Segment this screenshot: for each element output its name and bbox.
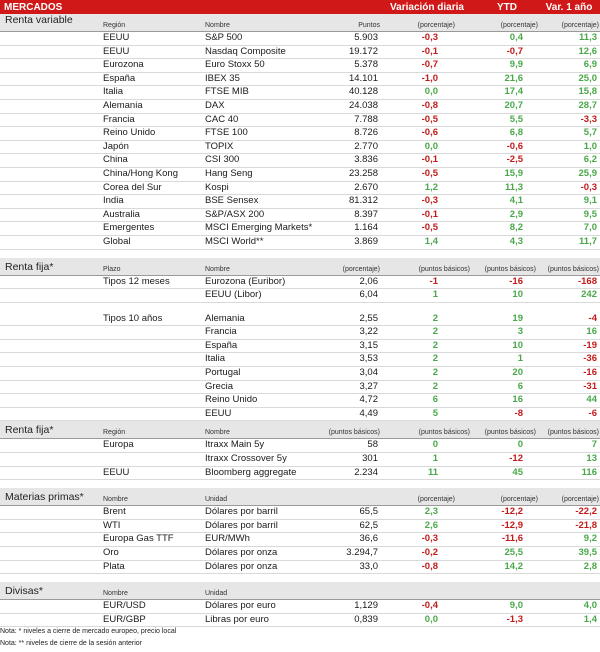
- ytd-change-cell: 20: [512, 367, 523, 379]
- ytd-change-cell: 9,0: [509, 600, 523, 612]
- notes: [0, 626, 176, 650]
- credit-rows: [0, 439, 600, 480]
- yield-cell: 3,22: [359, 326, 378, 338]
- rates-group-spacer: [0, 303, 600, 313]
- col-bp-year: (puntos básicos): [547, 429, 599, 437]
- rates-row: [0, 276, 600, 290]
- yield-cell: 3,27: [359, 380, 378, 392]
- yield-cell: 3,53: [359, 353, 378, 365]
- col-ytd-header: YTD: [497, 1, 517, 13]
- points-cell: 40.128: [348, 86, 378, 98]
- daily-change-cell: -0,6: [421, 127, 438, 139]
- ytd-change-cell: 19: [512, 312, 523, 324]
- col-region: Región: [103, 22, 126, 29]
- equity-row: [0, 154, 600, 168]
- daily-change-cell: -0,5: [421, 113, 438, 125]
- yield-cell: 3,15: [359, 339, 378, 351]
- commodity-name-cell: Brent: [103, 506, 126, 518]
- col-name: Nombre: [103, 496, 128, 504]
- rates-row: [0, 408, 600, 422]
- ytd-change-cell: 11,3: [505, 181, 523, 193]
- ytd-change-cell: -0,6: [506, 140, 523, 152]
- ytd-change-cell: 20,7: [504, 99, 523, 111]
- fx-section: [0, 582, 600, 627]
- daily-change-cell: 0: [432, 439, 438, 451]
- markets-title: MERCADOS: [4, 1, 63, 13]
- equity-row: [0, 59, 600, 73]
- rates-row: [0, 340, 600, 354]
- col-year-header: Var. 1 año: [545, 1, 593, 13]
- points-cell: 7.788: [354, 113, 378, 125]
- daily-change-cell: -0,3: [421, 195, 438, 207]
- term-cell: Tipos 12 meses: [103, 275, 170, 287]
- ytd-change-cell: 5,5: [509, 113, 523, 125]
- markets-header: [0, 0, 600, 14]
- commodity-name-cell: Oro: [103, 547, 119, 558]
- rates-row: [0, 367, 600, 381]
- year-change-cell: -36: [583, 353, 597, 365]
- index-name-cell: MSCI Emerging Markets*: [205, 222, 313, 234]
- index-name-cell: TOPIX: [205, 140, 234, 152]
- daily-change-cell: -0,1: [421, 45, 438, 57]
- bond-name-cell: Eurozona (Euribor): [205, 275, 286, 287]
- col-unit: Unidad: [205, 590, 228, 598]
- region-cell: España: [103, 72, 136, 84]
- year-change-cell: 11,3: [579, 32, 597, 43]
- ytd-change-cell: 21,6: [504, 72, 523, 84]
- col-pct-ytd: (porcentaje): [500, 22, 538, 29]
- year-change-cell: 242: [581, 289, 597, 301]
- yield-cell: 6,04: [359, 289, 378, 301]
- region-cell: EEUU: [103, 466, 130, 478]
- equity-row: [0, 127, 600, 141]
- ytd-change-cell: 16: [512, 394, 523, 406]
- commodity-row: [0, 547, 600, 561]
- ytd-change-cell: 2,9: [509, 208, 523, 220]
- commodity-row: [0, 520, 600, 534]
- bond-name-cell: EEUU: [205, 407, 232, 419]
- equity-row: [0, 222, 600, 236]
- col-pct-ytd: (porcentaje): [500, 496, 538, 504]
- credit-row: [0, 467, 600, 481]
- index-name-cell: DAX: [205, 99, 225, 111]
- daily-change-cell: -0,1: [421, 154, 438, 166]
- fx-section-header: [0, 582, 600, 600]
- ytd-change-cell: 9,9: [509, 59, 523, 71]
- credit-section: [0, 421, 600, 480]
- index-name-cell: CAC 40: [205, 113, 239, 125]
- yield-cell: 2,55: [359, 312, 378, 324]
- equity-row: [0, 236, 600, 250]
- ytd-change-cell: -12,9: [501, 519, 523, 531]
- index-name-cell: FTSE 100: [205, 127, 248, 139]
- daily-change-cell: 2: [432, 380, 438, 392]
- region-cell: India: [103, 195, 124, 207]
- equity-row: [0, 195, 600, 209]
- rates-row: [0, 289, 600, 303]
- year-change-cell: 25,0: [578, 72, 597, 84]
- daily-change-cell: 2: [432, 312, 438, 324]
- points-cell: 3.836: [354, 154, 378, 166]
- price-cell: 33,0: [359, 560, 378, 572]
- ytd-change-cell: 1: [517, 353, 523, 365]
- equity-row: [0, 73, 600, 87]
- price-cell: 3.294,7: [346, 547, 378, 558]
- spread-cell: 301: [362, 453, 378, 465]
- commodity-row: [0, 561, 600, 575]
- unit-cell: Dólares por barril: [205, 519, 278, 531]
- daily-change-cell: 0,0: [424, 613, 438, 625]
- year-change-cell: 13: [586, 453, 597, 465]
- credit-name-cell: Itraxx Crossover 5y: [205, 453, 287, 465]
- daily-change-cell: -0,8: [421, 560, 438, 572]
- region-cell: Global: [103, 235, 131, 247]
- pair-name-cell: EUR/GBP: [103, 613, 146, 625]
- equity-row: [0, 46, 600, 60]
- year-change-cell: 4,0: [583, 600, 597, 612]
- region-cell: China: [103, 154, 128, 166]
- index-name-cell: Hang Seng: [205, 167, 253, 179]
- equity-row: [0, 114, 600, 128]
- daily-change-cell: -0,3: [421, 32, 438, 43]
- points-cell: 2.670: [354, 181, 378, 193]
- region-cell: Italia: [103, 86, 124, 98]
- index-name-cell: CSI 300: [205, 154, 240, 166]
- col-pct-daily: (porcentaje): [417, 22, 455, 29]
- ytd-change-cell: 10: [512, 289, 523, 301]
- year-change-cell: 1,0: [583, 140, 597, 152]
- col-pct-daily: (porcentaje): [417, 496, 455, 504]
- daily-change-cell: -0,4: [421, 600, 438, 612]
- year-change-cell: 9,1: [583, 195, 597, 207]
- equity-row: [0, 209, 600, 223]
- commodities-title: Materias primas*: [5, 491, 84, 504]
- equity-row: [0, 100, 600, 114]
- spread-cell: 2.234: [354, 466, 378, 478]
- region-cell: EEUU: [103, 45, 130, 57]
- year-change-cell: 15,8: [578, 86, 597, 98]
- credit-name-cell: Bloomberg aggregate: [205, 466, 297, 478]
- unit-cell: Dólares por onza: [205, 560, 278, 572]
- points-cell: 5.378: [354, 59, 378, 71]
- fx-row: [0, 600, 600, 614]
- year-change-cell: -6: [588, 407, 597, 419]
- col-bp-year: (puntos básicos): [547, 265, 599, 273]
- daily-change-cell: 0,0: [424, 140, 438, 152]
- price-cell: 62,5: [359, 519, 378, 531]
- commodities-rows: [0, 506, 600, 574]
- fx-title: Divisas*: [5, 585, 43, 598]
- year-change-cell: -0,3: [580, 181, 597, 193]
- year-change-cell: -19: [583, 339, 597, 351]
- col-daily-header: Variación diaria: [390, 1, 464, 13]
- equity-rows: [0, 32, 600, 250]
- col-name: Nombre: [205, 429, 230, 437]
- region-cell: EEUU: [103, 32, 130, 43]
- region-cell: Francia: [103, 113, 135, 125]
- bond-name-cell: Alemania: [205, 312, 245, 324]
- col-bp-daily: (puntos básicos): [418, 265, 470, 273]
- col-bp-ytd: (puntos básicos): [484, 265, 536, 273]
- equity-title: Renta variable: [5, 14, 73, 26]
- daily-change-cell: -0,5: [421, 167, 438, 179]
- index-name-cell: FTSE MIB: [205, 86, 249, 98]
- rates-rows: [0, 276, 600, 422]
- points-cell: 1.164: [354, 222, 378, 234]
- ytd-change-cell: 0: [517, 439, 523, 451]
- bond-name-cell: Portugal: [205, 367, 241, 379]
- year-change-cell: 16: [586, 326, 597, 338]
- col-bp-level: (puntos básicos): [328, 429, 380, 437]
- points-cell: 8.726: [354, 127, 378, 139]
- term-cell: Tipos 10 años: [103, 312, 163, 324]
- credit-row: [0, 453, 600, 467]
- commodity-name-cell: Plata: [103, 560, 125, 572]
- commodity-row: [0, 533, 600, 547]
- index-name-cell: S&P/ASX 200: [205, 208, 265, 220]
- ytd-change-cell: 10: [512, 339, 523, 351]
- year-change-cell: 39,5: [578, 547, 597, 558]
- col-bp-daily: (puntos básicos): [418, 429, 470, 437]
- points-cell: 8.397: [354, 208, 378, 220]
- points-cell: 14.101: [348, 72, 378, 84]
- index-name-cell: BSE Sensex: [205, 195, 259, 207]
- credit-title: Renta fija*: [5, 424, 54, 437]
- yield-cell: 2,06: [359, 275, 378, 287]
- points-cell: 19.172: [348, 45, 378, 57]
- year-change-cell: 5,7: [583, 127, 597, 139]
- ytd-change-cell: -11,6: [501, 533, 523, 545]
- yield-cell: 4,49: [359, 407, 378, 419]
- unit-cell: Dólares por onza: [205, 547, 278, 558]
- rates-title: Renta fija*: [5, 260, 54, 273]
- points-cell: 5.903: [354, 32, 378, 43]
- year-change-cell: -3,3: [580, 113, 597, 125]
- equity-row: [0, 32, 600, 46]
- region-cell: China/Hong Kong: [103, 167, 178, 179]
- ytd-change-cell: -1,3: [506, 613, 523, 625]
- daily-change-cell: -0,7: [421, 59, 438, 71]
- price-cell: 36,6: [359, 533, 378, 545]
- daily-change-cell: -0,2: [421, 547, 438, 558]
- daily-change-cell: 0,0: [424, 86, 438, 98]
- points-cell: 23.258: [348, 167, 378, 179]
- year-change-cell: 6,9: [583, 59, 597, 71]
- bond-name-cell: EEUU (Libor): [205, 289, 262, 301]
- index-name-cell: MSCI World**: [205, 235, 264, 247]
- ytd-change-cell: 0,4: [509, 32, 523, 43]
- points-cell: 3.869: [354, 235, 378, 247]
- region-cell: Australia: [103, 208, 140, 220]
- year-change-cell: -21,8: [575, 519, 597, 531]
- col-name: Nombre: [103, 590, 128, 598]
- col-name: Nombre: [205, 265, 230, 273]
- ytd-change-cell: -12: [509, 453, 523, 465]
- note-1: Nota: * niveles a cierre de mercado europeo, precio local: [0, 628, 177, 635]
- daily-change-cell: -1,0: [421, 72, 438, 84]
- unit-cell: EUR/MWh: [205, 533, 250, 545]
- index-name-cell: Kospi: [205, 181, 229, 193]
- year-change-cell: 25,9: [578, 167, 597, 179]
- daily-change-cell: 2,3: [424, 506, 438, 518]
- col-points: Puntos: [358, 22, 380, 29]
- equity-row: [0, 86, 600, 100]
- index-name-cell: IBEX 35: [205, 72, 240, 84]
- col-pct-year: (porcentaje): [561, 496, 599, 504]
- col-region: Región: [103, 429, 126, 437]
- region-cell: Corea del Sur: [103, 181, 162, 193]
- col-pct-year: (porcentaje): [561, 22, 599, 29]
- points-cell: 24.038: [348, 99, 378, 111]
- daily-change-cell: 6: [432, 394, 438, 406]
- points-cell: 81.312: [348, 195, 378, 207]
- unit-cell: Dólares por euro: [205, 600, 276, 612]
- year-change-cell: 11,7: [579, 235, 597, 247]
- year-change-cell: -22,2: [575, 506, 597, 518]
- year-change-cell: 2,8: [583, 560, 597, 572]
- daily-change-cell: 2: [432, 339, 438, 351]
- ytd-change-cell: 4,3: [509, 235, 523, 247]
- year-change-cell: -168: [577, 275, 597, 287]
- year-change-cell: 7,0: [583, 222, 597, 234]
- year-change-cell: 7: [591, 439, 597, 451]
- daily-change-cell: 2: [432, 326, 438, 338]
- equity-row: [0, 168, 600, 182]
- equity-section-header: [0, 14, 600, 32]
- year-change-cell: -16: [583, 367, 597, 379]
- daily-change-cell: 2: [432, 353, 438, 365]
- year-change-cell: 9,5: [583, 208, 597, 220]
- col-term: Plazo: [103, 265, 121, 273]
- ytd-change-cell: -0,7: [506, 45, 523, 57]
- equity-section: [0, 14, 600, 250]
- daily-change-cell: 1: [432, 289, 438, 301]
- ytd-change-cell: 3: [517, 326, 523, 338]
- ytd-change-cell: 45: [512, 466, 523, 478]
- daily-change-cell: -0,5: [421, 222, 438, 234]
- daily-change-cell: 1,4: [424, 235, 438, 247]
- ytd-change-cell: 6,8: [509, 127, 523, 139]
- daily-change-cell: 2,6: [424, 519, 438, 531]
- ytd-change-cell: -2,5: [506, 154, 523, 166]
- year-change-cell: 44: [586, 394, 597, 406]
- bond-name-cell: Grecia: [205, 380, 233, 392]
- region-cell: Emergentes: [103, 222, 155, 234]
- commodity-name-cell: Europa Gas TTF: [103, 533, 174, 545]
- index-name-cell: Euro Stoxx 50: [205, 59, 265, 71]
- year-change-cell: 28,7: [578, 99, 597, 111]
- ytd-change-cell: -16: [509, 275, 523, 287]
- unit-cell: Dólares por barril: [205, 506, 278, 518]
- points-cell: 2.770: [354, 140, 378, 152]
- daily-change-cell: -1: [429, 275, 438, 287]
- ytd-change-cell: -12,2: [501, 506, 523, 518]
- daily-change-cell: 1: [432, 453, 438, 465]
- rates-row: [0, 353, 600, 367]
- year-change-cell: -4: [588, 312, 597, 324]
- region-cell: Reino Unido: [103, 127, 156, 139]
- col-unit: Unidad: [205, 496, 228, 504]
- price-cell: 65,5: [359, 506, 378, 518]
- region-cell: Alemania: [103, 99, 143, 111]
- commodities-section: [0, 488, 600, 574]
- rates-row: [0, 381, 600, 395]
- yield-cell: 4,72: [359, 394, 378, 406]
- equity-row: [0, 182, 600, 196]
- year-change-cell: 116: [581, 466, 597, 478]
- ytd-change-cell: 4,1: [509, 195, 523, 207]
- rates-row: [0, 326, 600, 340]
- spread-cell: 58: [367, 439, 378, 451]
- region-cell: Eurozona: [103, 59, 144, 71]
- note-2: Nota: ** niveles de cierre de la sesión anterior: [0, 640, 143, 647]
- year-change-cell: 6,2: [583, 154, 597, 166]
- rates-row: [0, 394, 600, 408]
- daily-change-cell: 11: [427, 466, 438, 478]
- daily-change-cell: -0,1: [421, 208, 438, 220]
- ytd-change-cell: -8: [514, 407, 523, 419]
- year-change-cell: 9,2: [583, 533, 597, 545]
- ytd-change-cell: 15,9: [504, 167, 523, 179]
- daily-change-cell: 1,2: [424, 181, 438, 193]
- year-change-cell: 1,4: [583, 613, 597, 625]
- col-name: Nombre: [205, 22, 230, 29]
- commodity-row: [0, 506, 600, 520]
- yield-cell: 3,04: [359, 367, 378, 379]
- rate-cell: 0,839: [354, 613, 378, 625]
- rates-section: [0, 258, 600, 422]
- ytd-change-cell: 8,2: [509, 222, 523, 234]
- credit-row: [0, 439, 600, 453]
- col-pct: (porcentaje): [342, 265, 380, 273]
- rate-cell: 1,129: [354, 600, 378, 612]
- year-change-cell: 12,6: [578, 45, 597, 57]
- daily-change-cell: 2: [432, 367, 438, 379]
- col-bp-ytd: (puntos básicos): [484, 429, 536, 437]
- region-cell: Japón: [103, 140, 129, 152]
- region-cell: Europa: [103, 439, 134, 451]
- fx-rows: [0, 600, 600, 627]
- index-name-cell: Nasdaq Composite: [205, 45, 286, 57]
- bond-name-cell: Italia: [205, 353, 226, 365]
- equity-row: [0, 141, 600, 155]
- daily-change-cell: -0,3: [421, 533, 438, 545]
- bond-name-cell: España: [205, 339, 238, 351]
- rates-section-header: [0, 258, 600, 276]
- bond-name-cell: Francia: [205, 326, 237, 338]
- year-change-cell: -31: [583, 380, 597, 392]
- bond-name-cell: Reino Unido: [205, 394, 258, 406]
- ytd-change-cell: 6: [517, 380, 523, 392]
- daily-change-cell: -0,8: [421, 99, 438, 111]
- daily-change-cell: 5: [432, 407, 438, 419]
- rates-row: [0, 313, 600, 327]
- index-name-cell: S&P 500: [205, 32, 243, 43]
- credit-section-header: [0, 421, 600, 439]
- ytd-change-cell: 14,2: [504, 560, 523, 572]
- pair-name-cell: EUR/USD: [103, 600, 146, 612]
- credit-name-cell: Itraxx Main 5y: [205, 439, 265, 451]
- commodity-name-cell: WTI: [103, 519, 121, 531]
- ytd-change-cell: 17,4: [504, 86, 523, 98]
- commodities-section-header: [0, 488, 600, 506]
- unit-cell: Libras por euro: [205, 613, 269, 625]
- ytd-change-cell: 25,5: [504, 547, 523, 558]
